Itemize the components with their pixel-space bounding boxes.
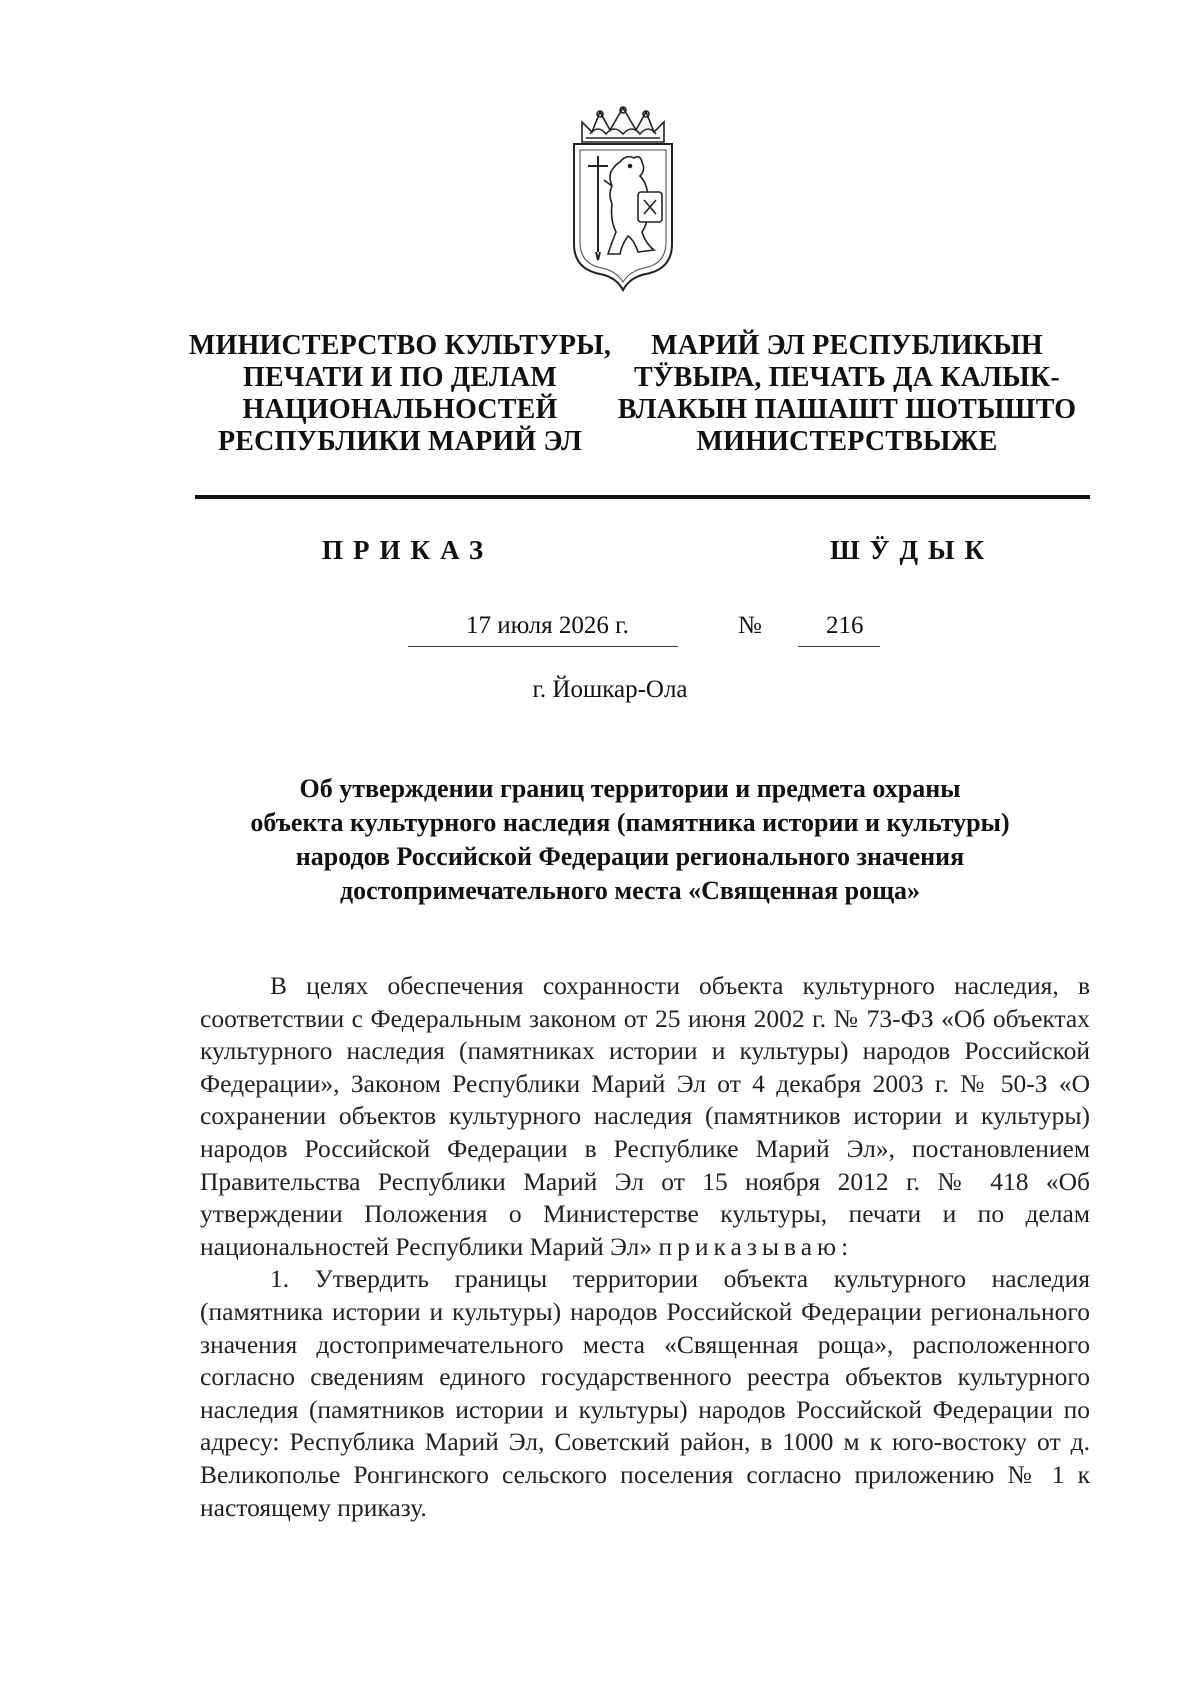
ministry-name-mari: [612, 330, 1082, 458]
ministry-mari-line-1: МАРИЙ ЭЛ РЕСПУБЛИКЫН: [651, 330, 1043, 361]
preamble-text: В целях обеспечения сохранности объекта культурного наследия, в соответствии с Федеральным законом от 25 июня 2002 г. № 73-ФЗ «Об объектах культурного наследия (памятниках истории и культуры) народов Российской Федерации», Законом Республики Марий Эл от 4 декабря 2003 г. № 50-З «О сохранении объектов культурного наследия (памятников истории и культуры) народов Российской Федерации в Республике Марий Эл», постановлением Правительства Республики Марий Эл от 15 ноября 2012 г. № 418 «Об утверждении Положения о Министерстве культуры, печати и по делам национальностей Республики Марий Эл»: [200, 971, 1090, 1261]
ministry-ru-line-1: МИНИСТЕРСТВО КУЛЬТУРЫ,: [188, 330, 612, 361]
ministry-ru-line-4: РЕСПУБЛИКИ МАРИЙ ЭЛ: [217, 426, 583, 457]
heading-line-4: достопримечательного места «Священная роща»: [339, 876, 921, 905]
order-directive: приказываю:: [658, 1231, 854, 1261]
order-number: 216: [826, 612, 864, 639]
ministry-mari-line-2: ТӰВЫРА, ПЕЧАТЬ ДА КАЛЫК-: [634, 362, 1060, 393]
date-underline: [408, 646, 678, 647]
document-body: [200, 970, 1090, 1524]
number-underline: [798, 646, 880, 647]
ministry-ru-line-3: НАЦИОНАЛЬНОСТЕЙ: [242, 394, 558, 425]
heading-line-3: народов Российской Федерации регионального значения: [295, 842, 965, 871]
body-paragraph-item-1: 1. Утвердить границы территории объекта культурного наследия (памятника истории и культуры) народов Российской Федерации регионального значения достопримечательного места «Священная роща», расположенного согласно сведениям единого государственного реестра объектов культурного наследия (памятников истории и культуры) народов Российской Федерации по адресу: Республика Марий Эл, Советский район, в 1000 м к юго-востоку от д. Великополье Ронгинского сельского поселения согласно приложению № 1 к настоящему приказу.: [200, 1264, 1090, 1522]
order-date-number: [408, 612, 868, 652]
heading-line-1: Об утверждении границ территории и предмета охраны: [299, 774, 961, 803]
ministry-ru-line-2: ПЕЧАТИ И ПО ДЕЛАМ: [242, 362, 558, 393]
document-heading: [190, 772, 1070, 908]
number-sign: №: [738, 612, 762, 639]
ministry-mari-line-4: МИНИСТЕРСТВЫЖЕ: [696, 426, 998, 457]
header-divider: [195, 495, 1090, 499]
order-date: 17 июля 2026 г.: [466, 612, 629, 639]
ministry-mari-line-3: ВЛАКЫН ПАШАШТ ШОТЫШТО: [617, 394, 1077, 425]
ministry-name-russian: [170, 330, 630, 458]
coat-of-arms-emblem: [568, 104, 678, 294]
order-title-mari: ШӰДЫК: [830, 535, 995, 565]
order-city: г. Йошкар-Ола: [532, 676, 688, 703]
body-paragraph-preamble: [200, 970, 1090, 1263]
heading-line-2: объекта культурного наследия (памятника истории и культуры): [250, 808, 1010, 837]
order-title-russian: ПРИКАЗ: [322, 535, 494, 565]
